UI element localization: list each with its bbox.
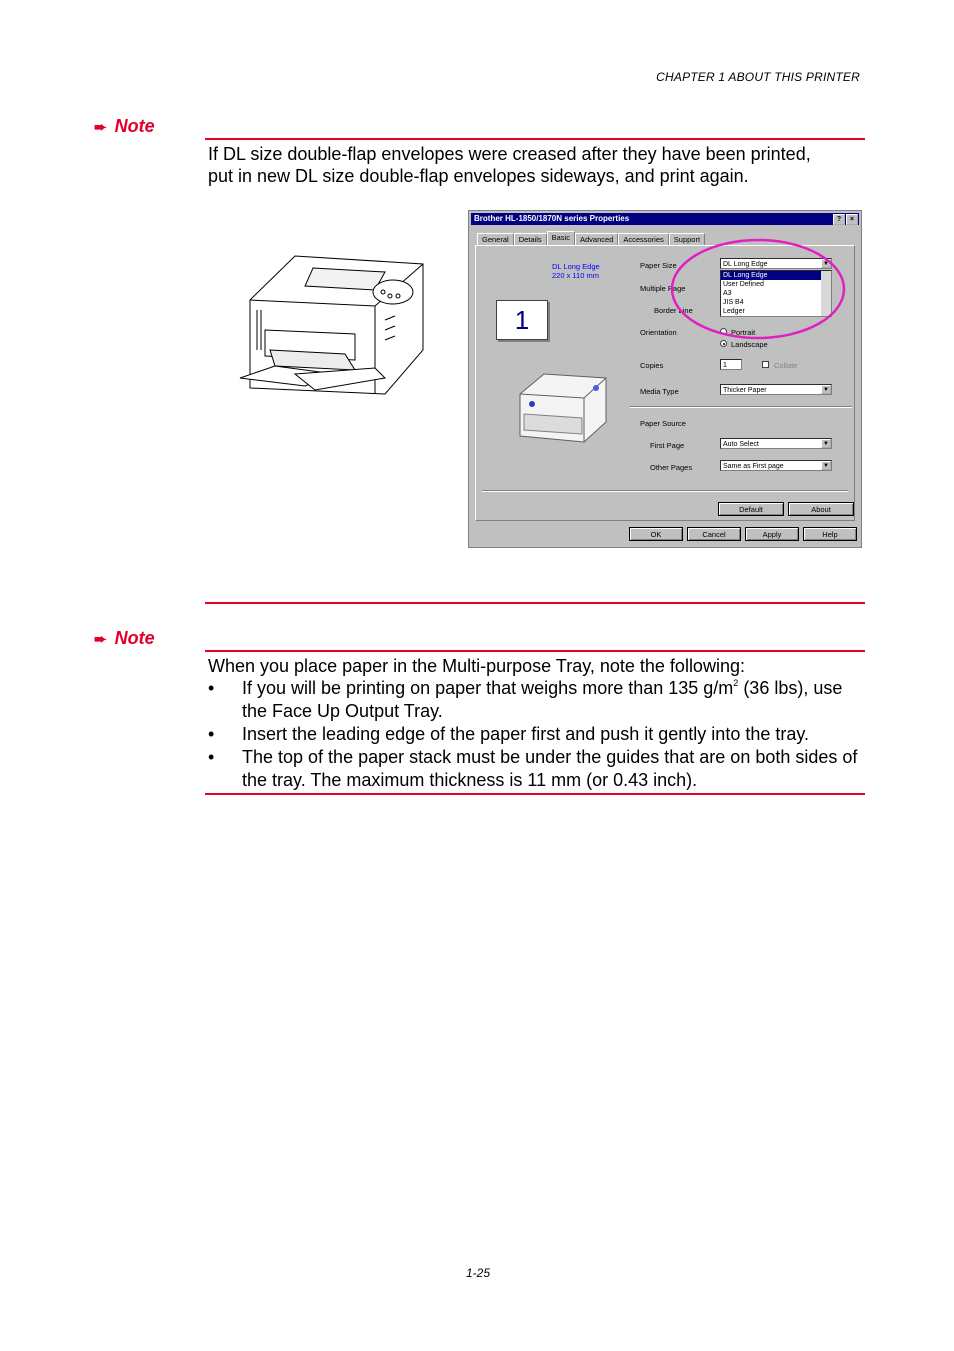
printer-illustration [235,250,430,400]
panel-divider [482,490,848,492]
list-item[interactable]: JIS B4 [723,299,744,306]
tab-general[interactable]: General [477,233,514,246]
first-page-label: First Page [650,441,685,450]
apply-button[interactable]: Apply [745,527,799,541]
about-button[interactable]: About [788,502,854,516]
dialog-title-bar: Brother HL-1850/1870N series Properties ? × [471,213,859,225]
portrait-label: Portrait [731,328,756,337]
note-1-text: If DL size double-flap envelopes were creased after they have been printed, put in new DL size double-flap envelopes sideways, and print again. [208,144,811,186]
bullet-icon: • [208,678,215,698]
chevron-down-icon[interactable]: ▼ [821,439,831,448]
chevron-down-icon[interactable]: ▼ [821,259,831,268]
copies-label: Copies [640,361,664,370]
chapter-header: CHAPTER 1 ABOUT THIS PRINTER [656,70,860,84]
other-pages-label: Other Pages [650,463,693,472]
collate-label: Collate [774,361,798,370]
note-rule-top-1 [205,138,865,140]
note-rule-bottom-2 [205,793,865,795]
cancel-button[interactable]: Cancel [687,527,741,541]
list-item[interactable]: User Defined [723,281,764,288]
tab-accessories[interactable]: Accessories [618,233,668,246]
other-pages-select[interactable]: Same as First page ▼ [720,460,832,471]
list-item: • If you will be printing on paper that weighs more than 135 $g/m^2$ (36 lbs), use the Face Up Output Tray. [208,678,843,721]
note-2-intro: When you place paper in the Multi-purpose Tray, note the following: [208,656,745,676]
media-type-label: Media Type [640,387,679,396]
bullet-icon: • [208,724,215,744]
paper-dims-display: 220 x 110 mm [552,271,599,280]
ok-button[interactable]: OK [629,527,683,541]
collate-checkbox[interactable] [762,361,769,368]
note-rule-top-2 [205,650,865,652]
page-layout-preview: 1 [496,300,548,340]
list-item: • Insert the leading edge of the paper first and push it gently into the tray. [208,724,810,744]
arrow-right-icon: ➨ [94,119,107,136]
list-scrollbar[interactable] [821,271,831,316]
note-label-1: ➨ Note [94,116,155,136]
orientation-label: Orientation [640,328,677,337]
arrow-right-icon: ➨ [94,631,107,648]
paper-name-display: DL Long Edge [552,262,600,271]
first-page-select[interactable]: Auto Select ▼ [720,438,832,449]
list-item: • The top of the paper stack must be under the guides that are on both sides of the tray. The maximum thickness is 11 mm (or 0.43 inch). [208,747,858,790]
copies-input[interactable]: 1 [720,359,742,370]
bullet-icon: • [208,747,215,767]
help-icon[interactable]: ? [833,214,845,225]
media-type-select[interactable]: Thicker Paper ▼ [720,384,832,395]
paper-size-select[interactable]: DL Long Edge ▼ [720,258,832,269]
section-divider [630,406,852,408]
tab-advanced[interactable]: Advanced [575,233,618,246]
basic-tab-panel [475,245,855,521]
help-button[interactable]: Help [803,527,857,541]
list-item[interactable]: Ledger [723,308,745,315]
page-number: 1-25 [466,1266,491,1280]
landscape-radio[interactable] [720,340,727,347]
paper-size-label: Paper Size [640,261,677,270]
tab-details[interactable]: Details [514,233,547,246]
note-2-bullet-list [208,677,868,792]
portrait-radio[interactable] [720,328,727,335]
tab-bar [477,231,705,245]
note-label-2: ➨ Note [94,628,155,648]
chevron-down-icon[interactable]: ▼ [821,385,831,394]
printer-preview-image [514,364,610,444]
note-rule-bottom-1 [205,602,865,604]
list-item[interactable]: A3 [723,290,732,297]
default-button[interactable]: Default [718,502,784,516]
landscape-label: Landscape [731,340,768,349]
paper-source-label: Paper Source [640,419,686,428]
chevron-down-icon[interactable]: ▼ [821,461,831,470]
close-icon[interactable]: × [846,214,858,225]
paper-size-list[interactable] [720,270,832,317]
border-line-label: Border Line [654,306,693,315]
properties-dialog [468,210,862,548]
list-item[interactable]: DL Long Edge [721,271,831,280]
multiple-page-label: Multiple Page [640,284,686,293]
tab-support[interactable]: Support [669,233,705,246]
tab-basic[interactable]: Basic [547,231,575,246]
